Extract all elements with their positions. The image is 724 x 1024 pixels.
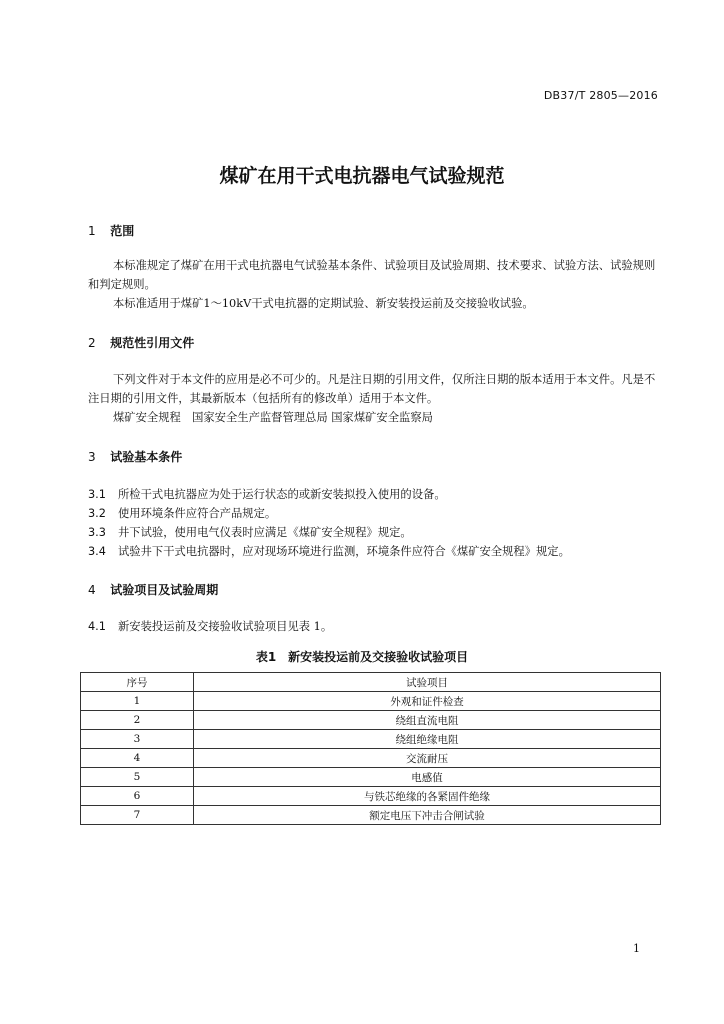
section-2-paragraph-1: 下列文件对于本文件的应用是必不可少的。凡是注日期的引用文件，仅所注日期的版本适用于本文件。凡是不注日期的引用文件，其最新版本（包括所有的修改单）适用于本文件。 xyxy=(88,373,656,405)
row-item: 绕组绝缘电阻 xyxy=(194,730,661,749)
table-caption: 表1 新安装投运前及交接验收试验项目 xyxy=(255,650,469,664)
section-number: 2 xyxy=(88,336,96,350)
table-row xyxy=(81,730,661,749)
clause-text: 试验井下干式电抗器时，应对现场环境进行监测，环境条件应符合《煤矿安全规程》规定。 xyxy=(118,545,570,558)
section-number: 4 xyxy=(88,583,96,597)
clause-4-1 xyxy=(88,618,332,634)
clause-number: 3.3 xyxy=(88,526,106,539)
row-number: 3 xyxy=(81,730,194,749)
clause-3-1 xyxy=(88,486,446,502)
row-number: 4 xyxy=(81,749,194,768)
header-cell-number: 序号 xyxy=(81,673,194,692)
clause-number: 3.1 xyxy=(88,488,106,501)
clause-3-2 xyxy=(88,505,276,521)
section-2-heading xyxy=(88,334,194,351)
row-number: 2 xyxy=(81,711,194,730)
section-number: 1 xyxy=(88,224,96,238)
table-row xyxy=(81,768,661,787)
section-title: 规范性引用文件 xyxy=(110,336,195,350)
section-3-heading xyxy=(88,448,182,465)
table-row xyxy=(81,711,661,730)
clause-text: 所检干式电抗器应为处于运行状态的或新安装拟投入使用的设备。 xyxy=(118,488,446,501)
clause-number: 4.1 xyxy=(88,620,106,633)
section-title: 范围 xyxy=(110,224,135,238)
section-4-heading xyxy=(88,581,218,598)
section-1-paragraph-1: 本标准规定了煤矿在用干式电抗器电气试验基本条件、试验项目及试验周期、技术要求、试验方法、试验规则和判定规则。 xyxy=(88,259,656,291)
page-number: 1 xyxy=(633,942,640,955)
section-title: 试验项目及试验周期 xyxy=(110,583,219,597)
clause-3-3 xyxy=(88,524,412,540)
section-1-heading xyxy=(88,222,134,239)
clause-text: 新安装投运前及交接验收试验项目见表 1。 xyxy=(118,620,333,633)
test-items-table xyxy=(80,672,661,825)
clause-number: 3.4 xyxy=(88,545,106,558)
row-item: 额定电压下冲击合闸试验 xyxy=(194,806,661,825)
clause-text: 使用环境条件应符合产品规定。 xyxy=(118,507,277,520)
row-item: 绕组直流电阻 xyxy=(194,711,661,730)
table-row xyxy=(81,787,661,806)
row-item: 电感值 xyxy=(194,768,661,787)
row-number: 1 xyxy=(81,692,194,711)
section-number: 3 xyxy=(88,450,96,464)
row-number: 5 xyxy=(81,768,194,787)
clause-number: 3.2 xyxy=(88,507,106,520)
table-header-row xyxy=(81,673,661,692)
standard-code: DB37/T 2805—2016 xyxy=(543,89,658,102)
clause-text: 井下试验，使用电气仪表时应满足《煤矿安全规程》规定。 xyxy=(118,526,412,539)
table-row xyxy=(81,749,661,768)
section-title: 试验基本条件 xyxy=(110,450,183,464)
clause-3-4 xyxy=(88,543,570,559)
document-title: 煤矿在用干式电抗器电气试验规范 xyxy=(219,165,505,187)
section-2-reference: 煤矿安全规程 国家安全生产监督管理总局 国家煤矿安全监察局 xyxy=(113,411,433,424)
table-row xyxy=(81,806,661,825)
table-row xyxy=(81,692,661,711)
header-cell-item: 试验项目 xyxy=(194,673,661,692)
row-number: 6 xyxy=(81,787,194,806)
row-item: 与铁芯绝缘的各紧固件绝缘 xyxy=(194,787,661,806)
row-number: 7 xyxy=(81,806,194,825)
section-1-paragraph-2: 本标准适用于煤矿1～10kV干式电抗器的定期试验、新安装投运前及交接验收试验。 xyxy=(113,297,534,310)
row-item: 外观和证件检查 xyxy=(194,692,661,711)
row-item: 交流耐压 xyxy=(194,749,661,768)
